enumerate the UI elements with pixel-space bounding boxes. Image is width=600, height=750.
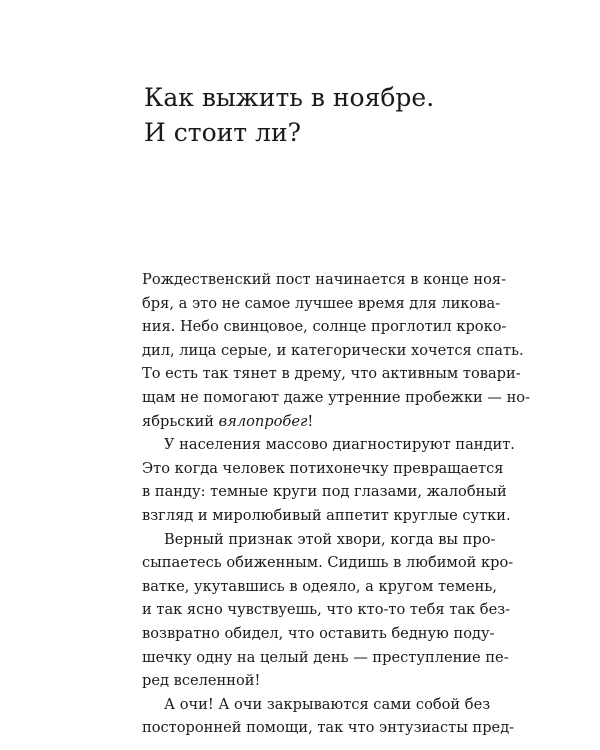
text-run: ! [307, 412, 314, 430]
text-line: возвратно обидел, что оставить бедную поду- [142, 624, 495, 642]
text-line: шечку одну на целый день — преступление пе- [142, 648, 509, 666]
text-line: в панду: темные круги под глазами, жалобный [142, 483, 507, 501]
text-run: ябрьский [142, 412, 219, 430]
text-line: Рождественский пост начинается в конце ноя- [142, 271, 507, 288]
text-line: бря, а это не самое лучшее время для ликова- [142, 294, 501, 312]
text-line: А очи! А очи закрываются сами собой без [164, 695, 491, 713]
chapter-title-line-2: И стоит ли? [144, 118, 302, 147]
paragraph-4 [142, 693, 515, 740]
text-line: У населения массово диагностируют пандит. [164, 436, 515, 454]
paragraph-2 [142, 433, 515, 527]
chapter-title [144, 80, 484, 150]
text-line: сыпаетесь обиженным. Сидишь в любимой кро- [142, 554, 514, 572]
text-line: Это когда человек потихонечку превращается [142, 459, 504, 477]
paragraph-3 [142, 528, 514, 693]
chapter-title-line-1: Как выжить в ноябре. [144, 83, 435, 112]
text-line: ред вселенной! [142, 672, 261, 690]
text-line: и так ясно чувствуешь, что кто-то тебя так без- [142, 601, 511, 619]
text-line: То есть так тянет в дрему, что активным товари- [142, 365, 521, 383]
text-line: ватке, укутавшись в одеяло, а кругом темень, [142, 577, 497, 595]
paragraph-1 [142, 268, 531, 433]
text-line: Верный признак этой хвори, когда вы про- [164, 530, 496, 548]
text-line: дил, лица серые, и категорически хочется спать. [142, 341, 524, 359]
text-line: ния. Небо свинцовое, солнце проглотил кроко- [142, 318, 507, 336]
italic-word: вялопробег [218, 412, 308, 430]
text-line-last [142, 410, 462, 434]
text-line: посторонней помощи, так что энтузиасты пред- [142, 719, 515, 737]
body-text [142, 268, 531, 740]
text-line: взгляд и миролюбивый аппетит круглые сутки. [142, 506, 511, 524]
text-line: щам не помогают даже утренние пробежки — но- [142, 388, 531, 406]
